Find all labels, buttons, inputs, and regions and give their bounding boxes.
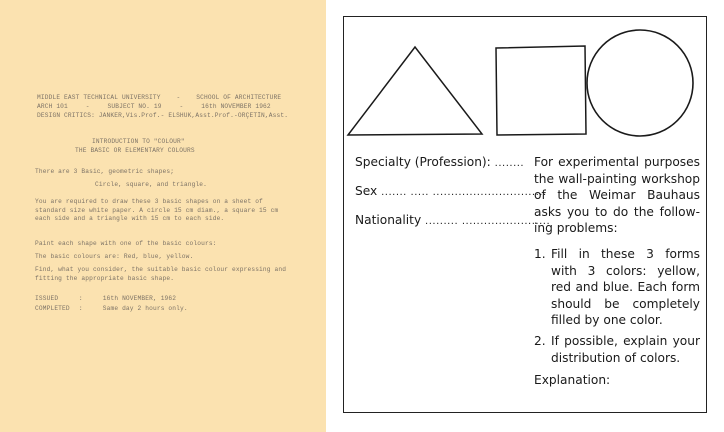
intro-line: For experimental purposes: [534, 155, 700, 169]
intro-line: of the Weimar Bauhaus: [534, 188, 700, 202]
separator: :: [78, 305, 83, 312]
field-dots: ........: [494, 158, 525, 169]
shapes-figure: [343, 16, 707, 156]
field-label: Nationality: [355, 213, 422, 227]
triangle-shape[interactable]: [348, 47, 482, 135]
university-name: MIDDLE EAST TECHNICAL UNIVERSITY: [37, 94, 161, 101]
field-dots: ....... ..... ...............................: [381, 187, 547, 198]
explanation-label[interactable]: Explanation:: [534, 373, 611, 387]
header-date: 16th NOVEMBER 1962: [201, 103, 271, 110]
completed-label: COMPLETED: [35, 305, 70, 312]
bauhaus-questionnaire: [326, 0, 724, 432]
problem-line: filled by one color.: [551, 313, 663, 327]
field-nationality[interactable]: [355, 213, 550, 227]
paragraph-requirements: You are required to draw these 3 basic shapes on a sheet of standard size white paper. A circle 15 cm diam., a square 15 cm each side and a triangle with 15 cm to each side.: [35, 198, 279, 222]
issued-label: ISSUED: [35, 295, 59, 302]
problem-line: If possible, explain your: [551, 334, 700, 348]
typewritten-assignment-sheet: [0, 0, 326, 432]
design-critics-line: DESIGN CRITICS: JANKER,Vis.Prof.- ELSHUK,Asst.Prof.-ORÇETİN,Asst.: [37, 112, 289, 119]
field-label: Specialty (Profession):: [355, 155, 491, 169]
shapes-list: Circle, square, and triangle.: [95, 181, 208, 188]
problem-line: red and blue. Each form: [551, 280, 700, 294]
problem-1: [534, 246, 700, 329]
intro-line: asks you to do the follow-: [534, 204, 700, 219]
problem-line: should be completely: [551, 296, 700, 311]
document-subtitle: THE BASIC OR ELEMENTARY COLOURS: [75, 147, 195, 154]
problem-number: 1.: [534, 247, 546, 261]
issued-row: [35, 295, 176, 302]
problem-line: Fill in these 3 forms: [551, 247, 700, 261]
separator: -: [85, 103, 90, 110]
header-line-2: [37, 103, 271, 110]
paragraph-find: Find, what you consider, the suitable basic colour expressing and fitting the appropriate basic shape.: [35, 266, 287, 282]
separator: :: [78, 295, 83, 302]
problem-line: distribution of colors.: [551, 350, 681, 365]
problem-2: [534, 333, 700, 366]
circle-shape[interactable]: [587, 30, 693, 136]
problem-line: with 3 colors: yellow,: [551, 263, 700, 278]
intro-line: ing problems:: [534, 221, 618, 235]
paragraph-paint: Paint each shape with one of the basic colours:: [35, 240, 217, 247]
field-label: Sex: [355, 184, 378, 198]
field-dots: ......... ........................: [425, 216, 551, 227]
document-title: INTRODUCTION TO "COLOUR": [92, 138, 185, 145]
square-shape[interactable]: [496, 46, 586, 135]
course-code: ARCH 101: [37, 103, 68, 110]
intro-paragraph: [534, 154, 700, 237]
field-specialty[interactable]: [355, 155, 524, 169]
paragraph-basic-colours: The basic colours are: Red, blue, yellow.: [35, 253, 194, 260]
paragraph-shapes: There are 3 Basic, geometric shapes;: [35, 168, 175, 175]
completed-value: Same day 2 hours only.: [102, 305, 188, 312]
subject-number: SUBJECT NO. 19: [107, 103, 162, 110]
field-sex[interactable]: [355, 184, 547, 198]
school-name: SCHOOL OF ARCHITECTURE: [196, 94, 282, 101]
separator: -: [179, 103, 184, 110]
completed-row: [35, 305, 188, 312]
problem-number: 2.: [534, 334, 546, 348]
separator: -: [176, 94, 181, 101]
intro-line: the wall-painting workshop: [534, 171, 700, 186]
issued-value: 16th NOVEMBER, 1962: [102, 295, 177, 302]
header-line-1: [37, 94, 281, 101]
